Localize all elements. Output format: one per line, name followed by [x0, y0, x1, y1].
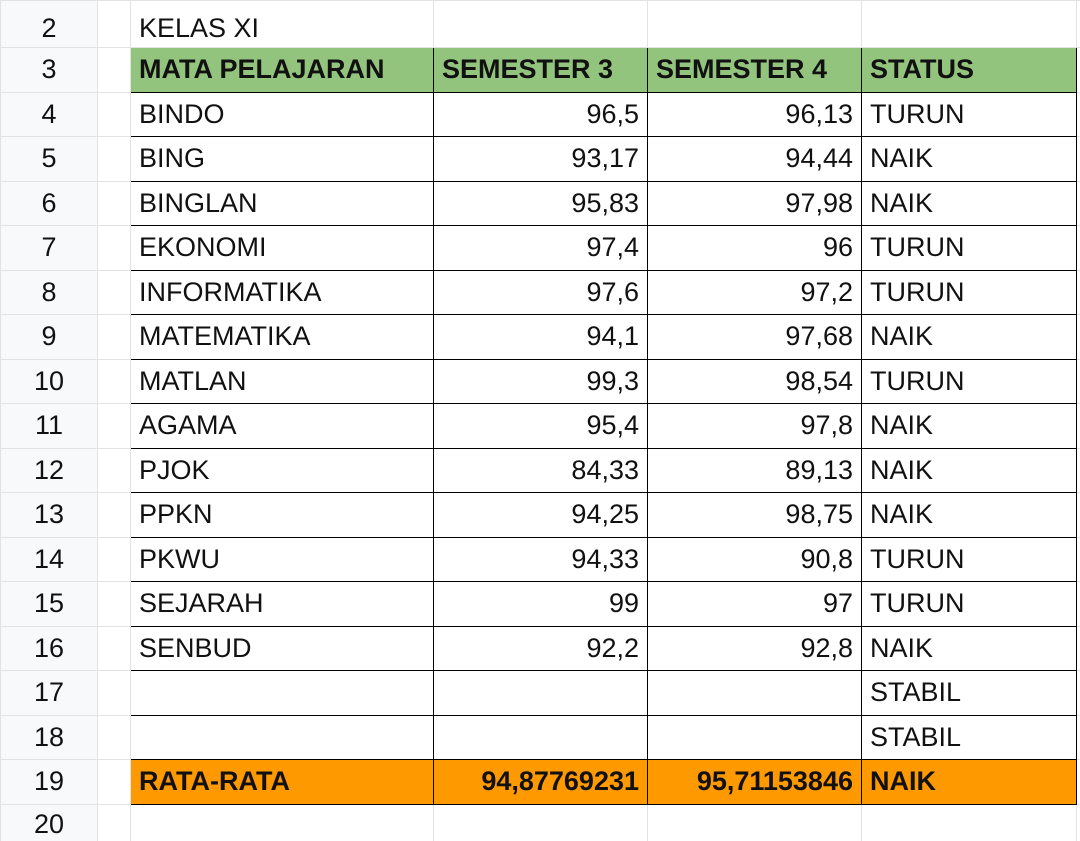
cell[interactable]	[98, 804, 131, 841]
cell[interactable]	[98, 404, 131, 449]
cell[interactable]	[1077, 804, 1080, 841]
row-header[interactable]: 13	[1, 493, 98, 538]
row-header[interactable]: 8	[1, 270, 98, 315]
cell[interactable]	[434, 804, 648, 841]
average-label-cell[interactable]: RATA-RATA	[131, 760, 434, 805]
cell[interactable]	[1077, 270, 1080, 315]
cell[interactable]	[98, 226, 131, 271]
row-header[interactable]: 19	[1, 760, 98, 805]
status-cell[interactable]: TURUN	[862, 537, 1077, 582]
column-header-semester-3[interactable]: SEMESTER 3	[434, 48, 648, 93]
cell[interactable]	[98, 760, 131, 805]
average-semester-3-cell[interactable]: 94,87769231	[434, 760, 648, 805]
row-header[interactable]: 14	[1, 537, 98, 582]
cell[interactable]	[862, 1, 1077, 48]
row-header[interactable]: 5	[1, 137, 98, 182]
status-cell[interactable]: TURUN	[862, 270, 1077, 315]
semester-4-cell[interactable]	[648, 715, 862, 760]
semester-4-cell[interactable]: 96	[648, 226, 862, 271]
class-label-cell[interactable]: KELAS XI	[131, 1, 434, 48]
sheet-row-20	[1, 804, 1080, 841]
cell[interactable]	[98, 715, 131, 760]
semester-4-cell[interactable]: 89,13	[648, 448, 862, 493]
status-cell[interactable]: NAIK	[862, 404, 1077, 449]
subject-cell[interactable]: SEJARAH	[131, 582, 434, 627]
cell[interactable]	[98, 626, 131, 671]
table-row	[1, 315, 1080, 360]
semester-3-cell[interactable]	[434, 671, 648, 716]
status-cell[interactable]: NAIK	[862, 448, 1077, 493]
semester-3-cell[interactable]: 97,4	[434, 226, 648, 271]
semester-3-cell[interactable]: 99	[434, 582, 648, 627]
cell[interactable]	[98, 92, 131, 137]
cell[interactable]	[1077, 48, 1080, 93]
row-header[interactable]: 7	[1, 226, 98, 271]
column-header-subject[interactable]: MATA PELAJARAN	[131, 48, 434, 93]
semester-4-cell[interactable]: 97	[648, 582, 862, 627]
table-row	[1, 181, 1080, 226]
cell[interactable]	[1077, 626, 1080, 671]
row-header[interactable]: 2	[1, 1, 98, 48]
cell[interactable]	[1077, 671, 1080, 716]
semester-4-cell[interactable]: 90,8	[648, 537, 862, 582]
status-cell[interactable]: NAIK	[862, 315, 1077, 360]
subject-cell[interactable]: PJOK	[131, 448, 434, 493]
cell[interactable]	[98, 270, 131, 315]
cell[interactable]	[1077, 715, 1080, 760]
row-header[interactable]: 18	[1, 715, 98, 760]
status-cell[interactable]: TURUN	[862, 582, 1077, 627]
row-header[interactable]: 11	[1, 404, 98, 449]
cell[interactable]	[1077, 226, 1080, 271]
semester-4-cell[interactable]: 97,2	[648, 270, 862, 315]
subject-cell[interactable]: BING	[131, 137, 434, 182]
table-row	[1, 448, 1080, 493]
semester-4-cell[interactable]: 94,44	[648, 137, 862, 182]
cell[interactable]	[1077, 181, 1080, 226]
cell[interactable]	[1077, 1, 1080, 48]
cell[interactable]	[1077, 359, 1080, 404]
subject-cell[interactable]: BINDO	[131, 92, 434, 137]
status-cell[interactable]: NAIK	[862, 493, 1077, 538]
table-row	[1, 92, 1080, 137]
cell[interactable]	[98, 137, 131, 182]
subject-cell[interactable]: MATLAN	[131, 359, 434, 404]
average-semester-4-cell[interactable]: 95,71153846	[648, 760, 862, 805]
status-cell[interactable]: TURUN	[862, 359, 1077, 404]
cell[interactable]	[98, 181, 131, 226]
row-header[interactable]: 4	[1, 92, 98, 137]
semester-3-cell[interactable]: 84,33	[434, 448, 648, 493]
status-cell[interactable]: NAIK	[862, 137, 1077, 182]
subject-cell[interactable]: BINGLAN	[131, 181, 434, 226]
cell[interactable]	[131, 804, 434, 841]
table-row	[1, 404, 1080, 449]
status-cell[interactable]: NAIK	[862, 181, 1077, 226]
semester-4-cell[interactable]: 97,98	[648, 181, 862, 226]
cell[interactable]	[1077, 537, 1080, 582]
subject-cell[interactable]: INFORMATIKA	[131, 270, 434, 315]
row-header[interactable]: 17	[1, 671, 98, 716]
status-cell[interactable]: STABIL	[862, 671, 1077, 716]
cell[interactable]	[862, 804, 1077, 841]
cell[interactable]	[98, 315, 131, 360]
semester-3-cell[interactable]: 94,33	[434, 537, 648, 582]
semester-4-cell[interactable]: 97,68	[648, 315, 862, 360]
cell[interactable]	[98, 448, 131, 493]
subject-cell[interactable]: EKONOMI	[131, 226, 434, 271]
cell[interactable]	[1077, 448, 1080, 493]
status-cell[interactable]: TURUN	[862, 226, 1077, 271]
semester-3-cell[interactable]: 95,83	[434, 181, 648, 226]
table-row	[1, 537, 1080, 582]
semester-4-cell[interactable]: 96,13	[648, 92, 862, 137]
cell[interactable]	[98, 493, 131, 538]
status-cell[interactable]: TURUN	[862, 92, 1077, 137]
semester-3-cell[interactable]	[434, 715, 648, 760]
table-row	[1, 493, 1080, 538]
table-row	[1, 137, 1080, 182]
column-header-semester-4[interactable]: SEMESTER 4	[648, 48, 862, 93]
table-row	[1, 226, 1080, 271]
row-header[interactable]: 9	[1, 315, 98, 360]
table-row	[1, 270, 1080, 315]
cell[interactable]	[98, 671, 131, 716]
semester-3-cell[interactable]: 93,17	[434, 137, 648, 182]
average-row	[1, 760, 1080, 805]
sheet-row-2	[1, 1, 1080, 48]
cell[interactable]	[1077, 404, 1080, 449]
subject-cell[interactable]	[131, 671, 434, 716]
cell[interactable]	[1077, 137, 1080, 182]
subject-cell[interactable]	[131, 715, 434, 760]
table-row	[1, 582, 1080, 627]
subject-cell[interactable]: PKWU	[131, 537, 434, 582]
cell[interactable]	[648, 804, 862, 841]
semester-3-cell[interactable]: 97,6	[434, 270, 648, 315]
row-header[interactable]: 6	[1, 181, 98, 226]
subject-cell[interactable]: AGAMA	[131, 404, 434, 449]
subject-cell[interactable]: MATEMATIKA	[131, 315, 434, 360]
cell[interactable]	[1077, 760, 1080, 805]
status-cell[interactable]: NAIK	[862, 626, 1077, 671]
cell[interactable]	[1077, 493, 1080, 538]
semester-3-cell[interactable]: 92,2	[434, 626, 648, 671]
row-header[interactable]: 10	[1, 359, 98, 404]
cell[interactable]	[1077, 92, 1080, 137]
cell[interactable]	[98, 582, 131, 627]
subject-cell[interactable]: PPKN	[131, 493, 434, 538]
semester-3-cell[interactable]: 94,1	[434, 315, 648, 360]
row-header[interactable]: 16	[1, 626, 98, 671]
semester-4-cell[interactable]: 98,75	[648, 493, 862, 538]
row-header[interactable]: 12	[1, 448, 98, 493]
column-header-status[interactable]: STATUS	[862, 48, 1077, 93]
cell[interactable]	[648, 1, 862, 48]
semester-3-cell[interactable]: 94,25	[434, 493, 648, 538]
row-header[interactable]: 15	[1, 582, 98, 627]
table-row	[1, 359, 1080, 404]
average-status-cell[interactable]: NAIK	[862, 760, 1077, 805]
cell[interactable]	[98, 359, 131, 404]
semester-3-cell[interactable]: 99,3	[434, 359, 648, 404]
table-row	[1, 626, 1080, 671]
cell[interactable]	[98, 537, 131, 582]
table-row	[1, 715, 1080, 760]
cell[interactable]	[98, 48, 131, 93]
table-row	[1, 671, 1080, 716]
table-header-row	[1, 48, 1080, 93]
cell[interactable]	[98, 1, 131, 48]
semester-4-cell[interactable]: 92,8	[648, 626, 862, 671]
subject-cell[interactable]: SENBUD	[131, 626, 434, 671]
status-cell[interactable]: STABIL	[862, 715, 1077, 760]
row-header[interactable]: 20	[1, 804, 98, 841]
semester-4-cell[interactable]: 98,54	[648, 359, 862, 404]
cell[interactable]	[1077, 582, 1080, 627]
row-header[interactable]: 3	[1, 48, 98, 93]
semester-4-cell[interactable]	[648, 671, 862, 716]
semester-3-cell[interactable]: 96,5	[434, 92, 648, 137]
cell[interactable]	[1077, 315, 1080, 360]
semester-3-cell[interactable]: 95,4	[434, 404, 648, 449]
cell[interactable]	[434, 1, 648, 48]
semester-4-cell[interactable]: 97,8	[648, 404, 862, 449]
